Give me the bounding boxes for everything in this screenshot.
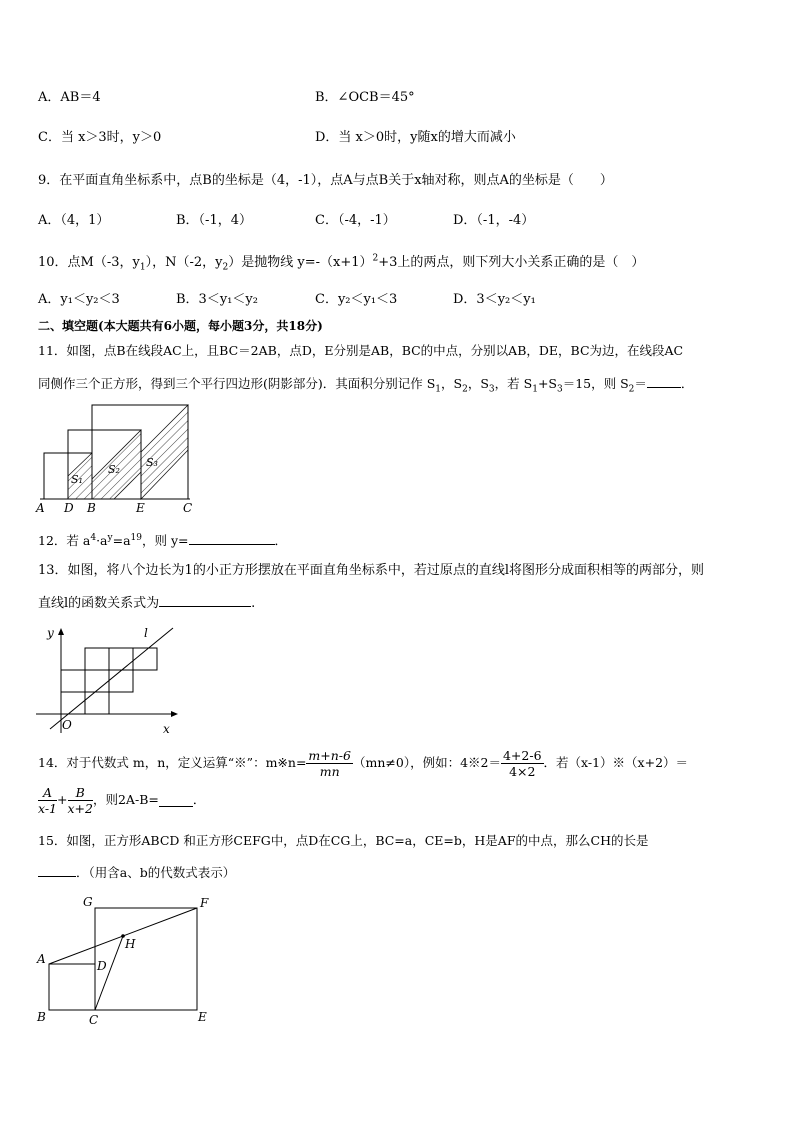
q14-frac3: $\frac{A}{x-1}$ (38, 784, 58, 816)
q13-label-l: l (144, 626, 148, 640)
q14-line2: $\frac{A}{x-1}$ + $\frac{B}{x+2}$ ，则2A-B= ． (38, 784, 206, 816)
q10-option-b: B．3＜y₁＜y₂ (176, 292, 258, 307)
q11-label-s2: S₂ (108, 463, 120, 476)
q11-line2: 同侧作三个正方形，得到三个平行四边形(阴影部分)．其面积分别记作 $S_1$，$S_2$，$S_3$，若 $S_1+S_3=15$，则 $S_2=$ ． (38, 376, 694, 395)
q11-label-d: D (64, 501, 74, 515)
q15-answer-blank (38, 864, 76, 877)
q13-label-o: O (62, 718, 72, 732)
q11-label-b: B (87, 501, 96, 515)
q11-answer-blank (647, 375, 681, 388)
q8-option-b: B．∠OCB＝45° (315, 90, 415, 105)
q8-option-c: C．当 x＞3时，y＞0 (38, 130, 162, 145)
q11-label-a: A (36, 501, 45, 515)
q10-stem: 10．点M（-3，$y_1$），N（-2，$y_2$）是抛物线 $y=-(x+1)^2+3$上的两点，则下列大小关系正确的是（ ） (38, 253, 645, 273)
q8-option-a: A．AB＝4 (38, 90, 101, 105)
q15-label-a: A (37, 952, 46, 966)
q10-option-a: A．y₁＜y₂＜3 (38, 292, 120, 307)
q9-option-c: C．（-4，-1） (315, 213, 396, 228)
q9-stem: 9．在平面直角坐标系中，点B的坐标是（4，-1），点A与点B关于x轴对称，则点A的坐标是（ ） (38, 173, 613, 188)
q9-option-a: A．（4，1） (38, 213, 110, 228)
q15-label-f: F (200, 896, 209, 910)
q15-label-e: E (198, 1010, 207, 1024)
q13-label-x: x (163, 722, 170, 736)
q15-label-c: C (89, 1013, 99, 1027)
q13-line2: 直线l的函数关系式为 . (38, 596, 256, 611)
q13-answer-blank (159, 594, 251, 607)
q11-line1: 11．如图，点B在线段AC上，且BC＝2AB，点D，E分别是AB，BC的中点，分别以AB，DE，BC为边，在线段AC (38, 343, 684, 358)
q10-option-c: C．y₂＜y₁＜3 (315, 292, 398, 307)
q9-option-b: B．（-1，4） (176, 213, 252, 228)
q12-answer-blank (189, 532, 275, 545)
q14-frac2: $\frac{4+2-6}{4\times 2}$ (502, 747, 542, 779)
q14-line1: 14．对于代数式 m，n，定义运算“※”：m※n= $\frac{m+n-6}{mn}$ （mn≠0），例如：4※2＝ $\frac{4+2-6}{4\times 2}$ ．若（x-1）※（x+2）＝ (38, 747, 689, 779)
q10-option-d: D．3＜y₂＜y₁ (453, 292, 536, 307)
q13-figure (36, 625, 186, 737)
q11-label-s3: S₃ (146, 456, 158, 469)
q15-label-d: D (97, 959, 107, 973)
q14-frac4: $\frac{B}{x+2}$ (67, 784, 93, 816)
q12-text: 12．若 $a^4\cdot a^y=a^{19}$，则 y= ． (38, 532, 288, 548)
q13-line1: 13．如图，将八个边长为1的小正方形摆放在平面直角坐标系中，若过原点的直线l将图形分成面积相等的两部分，则 (38, 563, 704, 578)
q15-label-b: B (37, 1010, 46, 1024)
q11-label-c: C (183, 501, 193, 515)
q11-figure (30, 400, 210, 515)
q15-label-h: H (125, 937, 136, 951)
q13-label-y: y (47, 626, 54, 640)
q9-option-d: D．（-1，-4） (453, 213, 535, 228)
q8-option-d: D．当 x＞0时，y随x的增大而减小 (315, 130, 516, 145)
q11-label-s1: S₁ (71, 473, 83, 486)
section-heading: 二、填空题(本大题共有6小题，每小题3分，共18分) (38, 319, 323, 333)
q15-line1: 15．如图，正方形ABCD 和正方形CEFG中，点D在CG上，BC=a，CE=b，H是AF的中点，那么CH的长是 (38, 833, 649, 848)
q15-line2: ．（用含a、b的代数式表示） (38, 864, 235, 881)
q11-label-e: E (136, 501, 145, 515)
q14-frac1: $\frac{m+n-6}{mn}$ (308, 747, 351, 779)
q14-answer-blank (159, 794, 193, 807)
q15-figure (34, 893, 224, 1028)
q15-label-g: G (83, 895, 93, 909)
